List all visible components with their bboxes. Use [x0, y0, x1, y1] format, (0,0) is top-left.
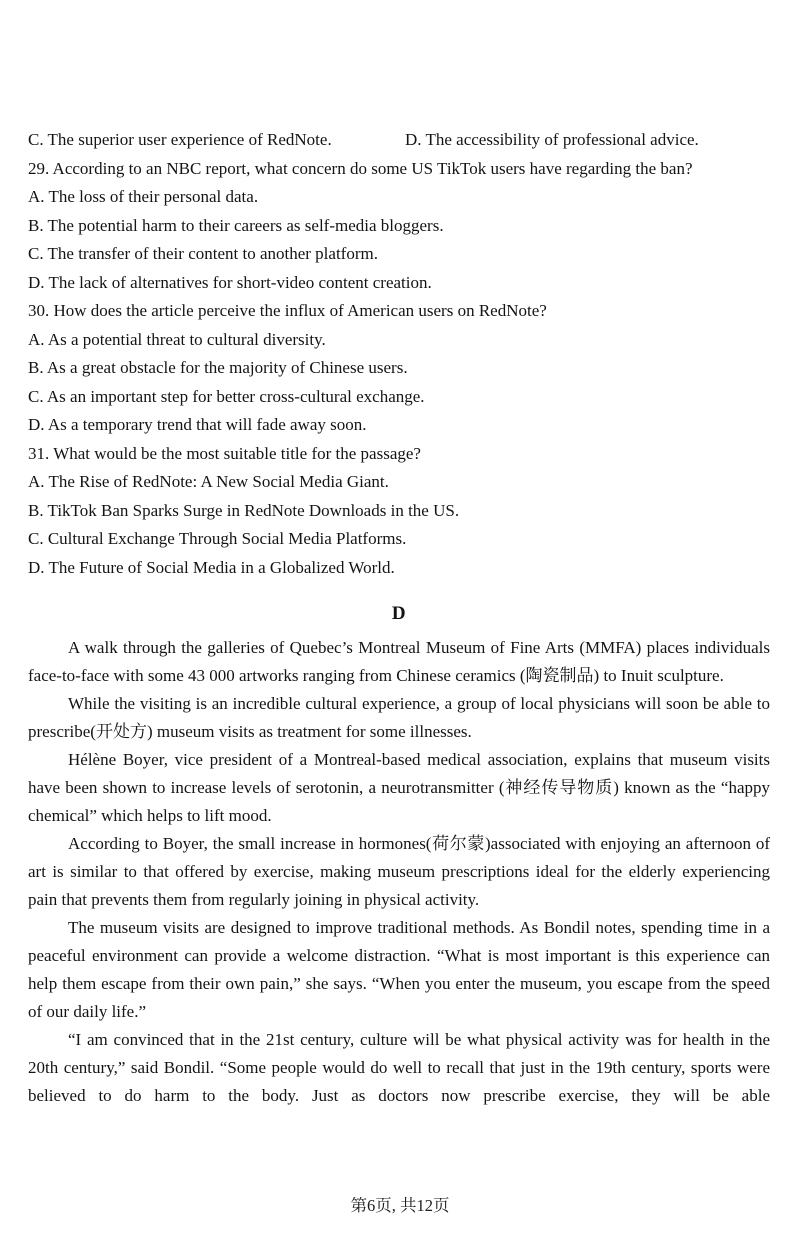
question-29-stem: 29. According to an NBC report, what concern do some US TikTok users have regarding the ban?	[28, 158, 693, 178]
passage-paragraph-4: According to Boyer, the small increase in hormones(荷尔蒙)associated with enjoying an afternoon of art is similar to that offered by exercise, making museum prescriptions ideal for the elderly experiencing pain that prevents them from regularly joining in physical activity.	[28, 834, 770, 909]
question-31-option-c: C. Cultural Exchange Through Social Media Platforms.	[28, 529, 407, 548]
question-section	[28, 126, 770, 582]
prev-question-option-c: C. The superior user experience of RedNote.	[28, 130, 332, 149]
question-30-option-d: D. As a temporary trend that will fade away soon.	[28, 415, 367, 434]
page-number-label: 第6页, 共12页	[350, 1196, 450, 1215]
passage-paragraph-3: Hélène Boyer, vice president of a Montreal-based medical association, explains that museum visits have been shown to increase levels of serotonin, a neurotransmitter (神经传导物质) known as the “happy chemical” which helps to lift mood.	[28, 750, 770, 825]
question-30-option-c: C. As an important step for better cross-cultural exchange.	[28, 386, 425, 406]
page-content	[28, 126, 770, 1110]
question-29-option-a: A. The loss of their personal data.	[28, 187, 259, 206]
question-31-option-d: D. The Future of Social Media in a Globalized World.	[28, 557, 395, 577]
question-29-option-b: B. The potential harm to their careers as self-media bloggers.	[28, 215, 444, 235]
question-31-option-b: B. TikTok Ban Sparks Surge in RedNote Downloads in the US.	[28, 500, 460, 520]
question-30-stem: 30. How does the article perceive the influx of American users on RedNote?	[28, 301, 547, 320]
passage-paragraph-6: “I am convinced that in the 21st century, culture will be what physical activity was for health in the 20th century,” said Bondil. “Some people would do well to recall that just in the 19th century, sports were believed to do harm to the body. Just as doctors now prescribe exercise, they will be able	[28, 1030, 770, 1105]
question-31-option-a: A. The Rise of RedNote: A New Social Media Giant.	[28, 472, 389, 491]
prev-question-options-row	[28, 126, 770, 155]
question-29-option-c: C. The transfer of their content to another platform.	[28, 244, 378, 263]
question-30-option-a: A. As a potential threat to cultural diversity.	[28, 329, 326, 349]
reading-passage	[28, 634, 770, 1110]
page-footer	[0, 1192, 800, 1216]
question-29-option-d: D. The lack of alternatives for short-video content creation.	[28, 272, 432, 292]
question-31-stem: 31. What would be the most suitable title for the passage?	[28, 443, 421, 463]
passage-section-label: D	[391, 603, 407, 624]
question-30-option-b: B. As a great obstacle for the majority of Chinese users.	[28, 358, 408, 377]
passage-paragraph-1: A walk through the galleries of Quebec’s Montreal Museum of Fine Arts (MMFA) places individuals face-to-face with some 43 000 artworks ranging from Chinese ceramics (陶瓷制品) to Inuit sculpture.	[28, 638, 770, 685]
passage-paragraph-2: While the visiting is an incredible cultural experience, a group of local physicians will soon be able to prescribe(开处方) museum visits as treatment for some illnesses.	[28, 694, 770, 741]
passage-paragraph-5: The museum visits are designed to improve traditional methods. As Bondil notes, spending time in a peaceful environment can provide a welcome distraction. “What is most important is this experience can help them escape from their own pain,” she says. “When you enter the museum, you escape from the speed of our daily life.”	[28, 918, 770, 1021]
prev-question-option-d: D. The accessibility of professional advice.	[405, 130, 699, 149]
